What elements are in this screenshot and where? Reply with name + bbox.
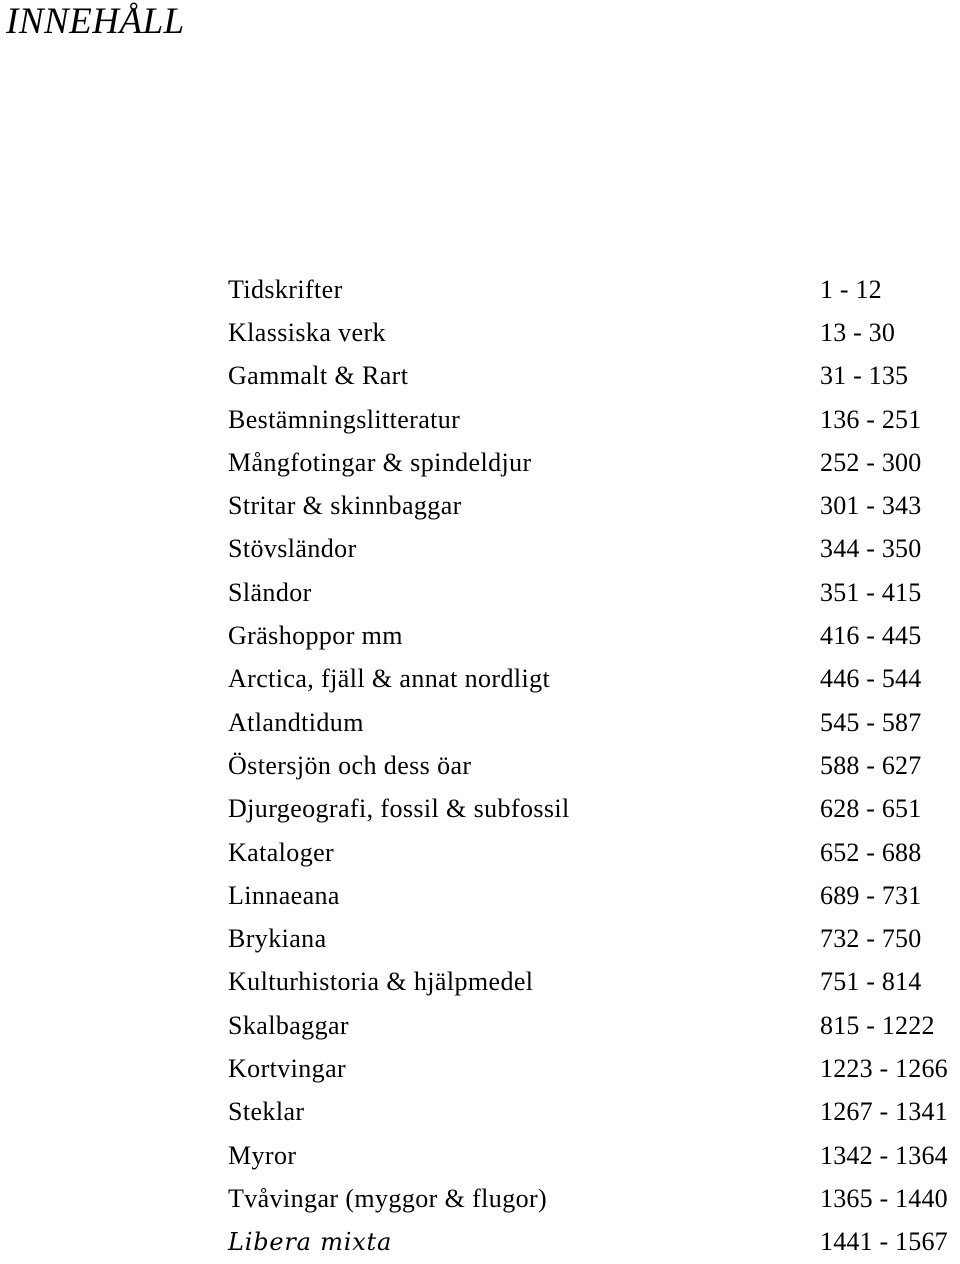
toc-entry-pages: 416 - 445 xyxy=(820,621,922,651)
toc-entry-pages: 628 - 651 xyxy=(820,794,922,824)
toc-entry-title: Sländor xyxy=(228,577,312,607)
toc-entry-pages: 31 - 135 xyxy=(820,361,909,391)
toc-row xyxy=(228,961,960,1004)
toc-entry-title: Stövsländor xyxy=(228,534,357,564)
toc-row xyxy=(228,571,960,614)
toc-entry-title: Tidskrifter xyxy=(228,274,343,304)
toc-entry-title: Gräshoppor mm xyxy=(228,621,403,651)
toc-row xyxy=(228,528,960,571)
toc-entry-pages: 1223 - 1266 xyxy=(820,1053,948,1083)
toc-row xyxy=(228,658,960,701)
toc-row xyxy=(228,268,960,311)
toc-row xyxy=(228,484,960,527)
toc-entry-pages: 13 - 30 xyxy=(820,317,896,347)
toc-entry-pages: 815 - 1222 xyxy=(820,1010,935,1040)
toc-row xyxy=(228,614,960,657)
toc-entry-title: Bestämningslitteratur xyxy=(228,404,461,434)
toc-entry-title: Brykiana xyxy=(228,924,327,954)
toc-row xyxy=(228,311,960,354)
toc-entry-pages: 689 - 731 xyxy=(820,880,922,910)
toc-entry-title: Kataloger xyxy=(228,837,335,867)
toc-row xyxy=(228,917,960,960)
toc-entry-pages: 652 - 688 xyxy=(820,837,922,867)
toc-entry-pages: 1267 - 1341 xyxy=(820,1097,948,1127)
toc-entry-pages: 732 - 750 xyxy=(820,924,922,954)
toc-row xyxy=(228,1221,960,1264)
toc-entry-title: Mångfotingar & spindeldjur xyxy=(228,447,532,477)
toc-row xyxy=(228,1134,960,1177)
toc-entry-pages: 751 - 814 xyxy=(820,967,922,997)
toc-row xyxy=(228,831,960,874)
toc-row xyxy=(228,701,960,744)
toc-row xyxy=(228,441,960,484)
toc-entry-pages: 588 - 627 xyxy=(820,750,922,780)
toc-entry-title: Stritar & skinnbaggar xyxy=(228,491,462,521)
toc-entry-title: Klassiska verk xyxy=(228,317,386,347)
toc-entry-title: Tvåvingar (myggor & flugor) xyxy=(228,1183,548,1213)
toc-row xyxy=(228,398,960,441)
toc-row xyxy=(228,744,960,787)
toc-entry-title: Kortvingar xyxy=(228,1053,347,1083)
page-title: INNEHÅLL xyxy=(6,1,185,42)
toc-row xyxy=(228,874,960,917)
table-of-contents xyxy=(228,268,960,1264)
toc-entry-title: Djurgeografi, fossil & subfossil xyxy=(228,794,570,824)
toc-entry-pages: 252 - 300 xyxy=(820,447,922,477)
toc-entry-pages: 136 - 251 xyxy=(820,404,922,434)
toc-entry-title: Arctica, fjäll & annat nordligt xyxy=(228,664,551,694)
toc-entry-pages: 1365 - 1440 xyxy=(820,1183,948,1213)
toc-entry-pages: 1342 - 1364 xyxy=(820,1140,948,1170)
toc-row xyxy=(228,788,960,831)
toc-entry-title: Skalbaggar xyxy=(228,1010,349,1040)
toc-entry-title: Myror xyxy=(228,1140,297,1170)
toc-entry-pages: 351 - 415 xyxy=(820,577,922,607)
toc-entry-title: Östersjön och dess öar xyxy=(228,750,472,780)
toc-entry-pages: 545 - 587 xyxy=(820,707,922,737)
toc-entry-pages: 446 - 544 xyxy=(820,664,922,694)
toc-entry-pages: 344 - 350 xyxy=(820,534,922,564)
toc-entry-title: Libera mixta xyxy=(228,1228,393,1257)
toc-row xyxy=(228,355,960,398)
toc-entry-title: Linnaeana xyxy=(228,880,340,910)
toc-row xyxy=(228,1091,960,1134)
toc-row xyxy=(228,1004,960,1047)
toc-entry-pages: 301 - 343 xyxy=(820,491,922,521)
toc-entry-title: Kulturhistoria & hjälpmedel xyxy=(228,967,534,997)
toc-row xyxy=(228,1177,960,1220)
toc-row xyxy=(228,1047,960,1090)
toc-entry-title: Atlandtidum xyxy=(228,707,364,737)
toc-entry-title: Steklar xyxy=(228,1097,305,1127)
toc-entry-title: Gammalt & Rart xyxy=(228,361,409,391)
toc-entry-pages: 1441 - 1567 xyxy=(820,1227,948,1257)
toc-entry-pages: 1 - 12 xyxy=(820,274,882,304)
